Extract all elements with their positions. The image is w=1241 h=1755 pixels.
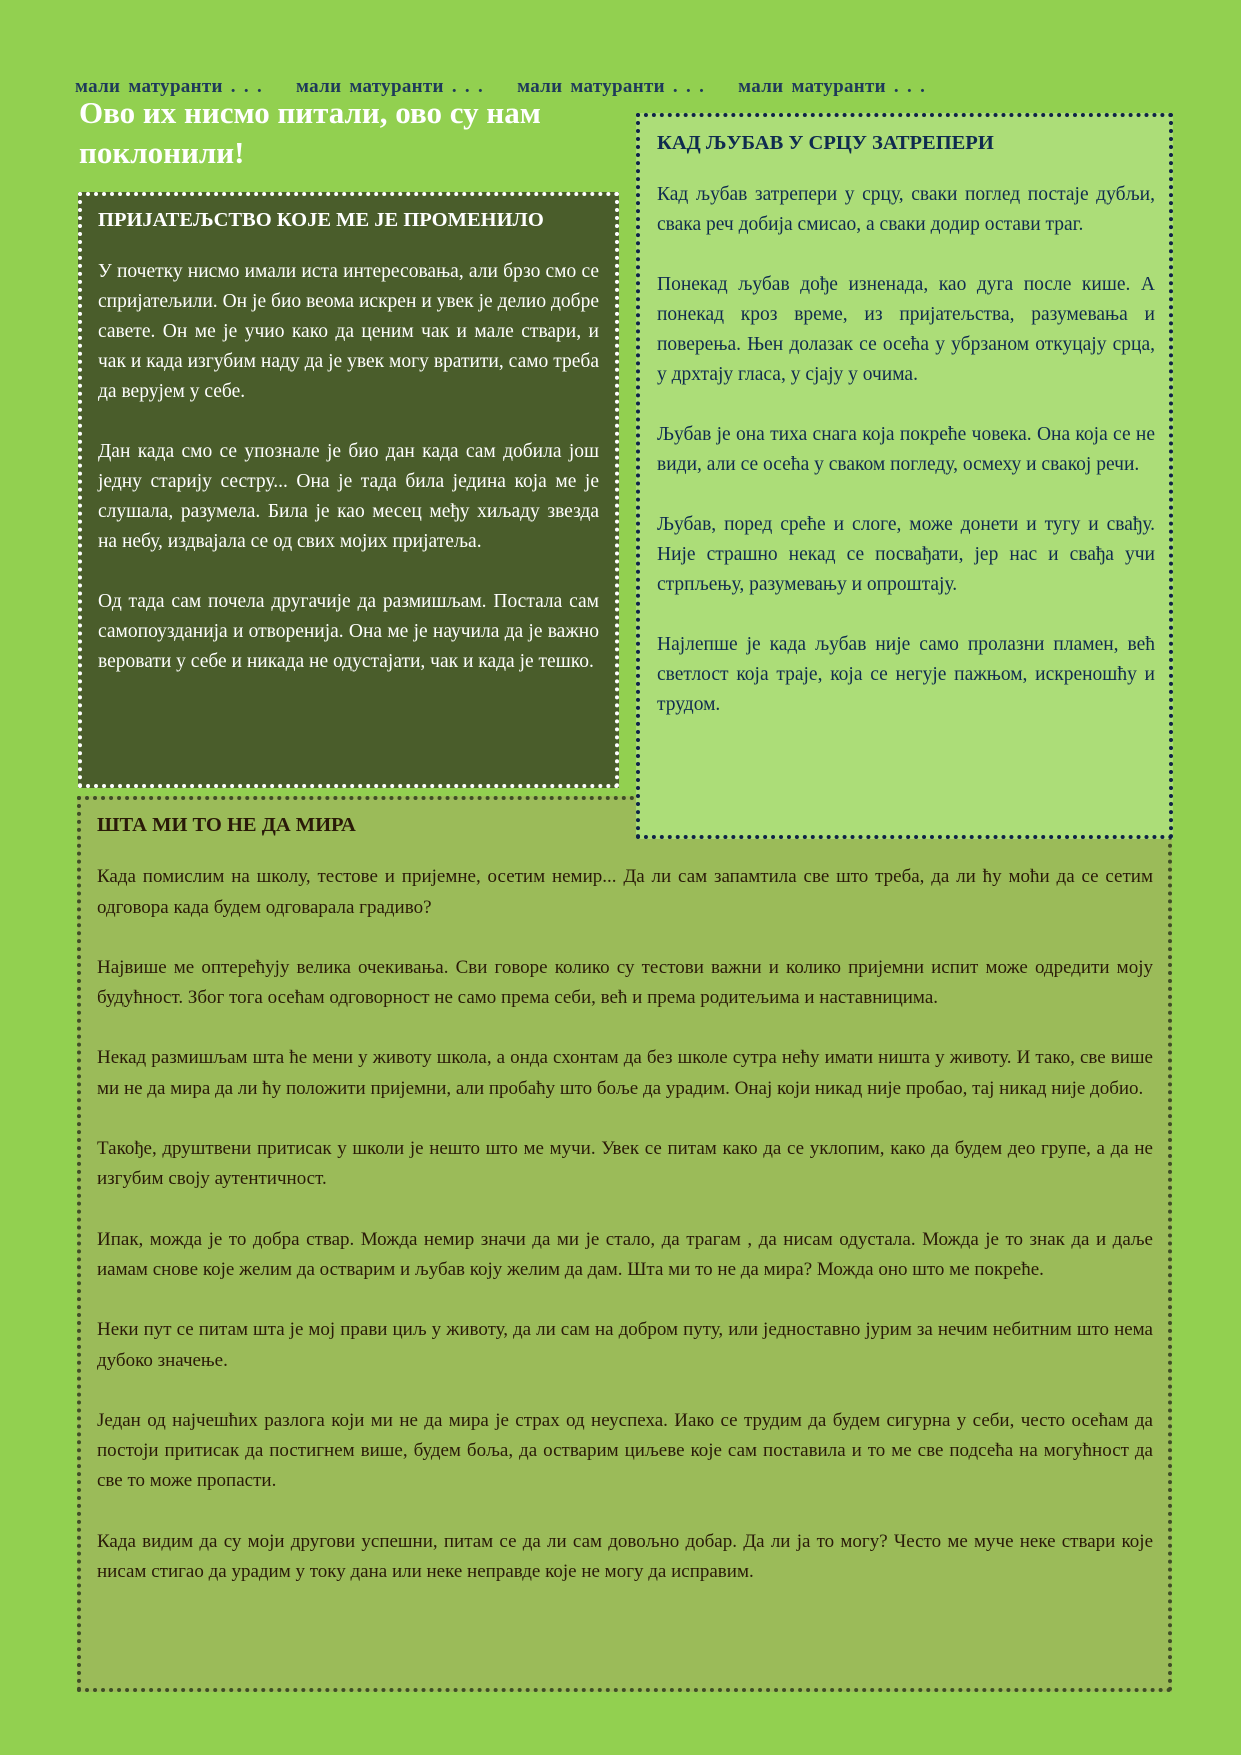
- friendship-paragraph: Дан када смо се упознале је био дан када сам добила још једну старију сестру... Она је тада била једина која ме је слушала, разумела. Била је као месец међу хиљаду звезда на небу, издвајала се од свих мојих пријатеља.: [98, 441, 599, 552]
- peace-title: ШТА МИ ТО НЕ ДА МИРА: [97, 814, 356, 836]
- peace-paragraph: Када помислим на школу, тестове и пријемне, осетим немир... Да ли сам запамтила све што треба, да ли ћу моћи да се сетим одговора када будем одговарала градиво?: [97, 866, 1153, 918]
- love-paragraph: Кад љубав затрепери у срцу, сваки поглед постаје дубљи, свака реч добија смисао, а сваки додир остави траг.: [657, 184, 1155, 235]
- love-article: [636, 113, 1173, 839]
- love-paragraph: Понекад љубав дође изненада, као дуга после кише. А понекад кроз време, из пријатељства, разумевања и поверења. Њен долазак се осећа у убрзаном откуцају срца, у дрхтају гласа, у сјају у очима.: [657, 274, 1155, 385]
- friendship-article: [78, 192, 619, 788]
- peace-paragraph: Ипак, можда је то добра ствар. Можда немир значи да ми је стало, да трагам , да нисам одустала. Можда је то знак да и даље иамам снове које желим да остварим и љубав коју желим да дам. Шта ми то не да мира? Можда оно што ме покреће.: [97, 1228, 1153, 1280]
- friendship-paragraph: Од тада сам почела другачије да размишљам. Постала сам самопоузданија и отворенија. Она ме је научила да је важно веровати у себе и никада не одустајати, чак и када је тешко.: [98, 591, 599, 672]
- peace-paragraph: Такође, друштвени притисак у школи је нешто што ме мучи. Увек се питам како да се уклопим, како да будем део групе, а да не изгубим своју аутентичност.: [97, 1138, 1153, 1190]
- peace-paragraph: Када видим да су моји другови успешни, питам се да ли сам довољно добар. Да ли ја то могу? Често ме муче неке ствари које нисам стигао да урадим у току дана или неке неправде које не могу да исправим.: [97, 1530, 1153, 1583]
- friendship-title: ПРИЈАТЕЉСТВО КОЈЕ МЕ ЈЕ ПРОМЕНИЛО: [98, 209, 544, 231]
- header-strip-item: мали матуранти . . .: [517, 76, 705, 97]
- page-title: Ово их нисмо питали, ово су нам поклонили!: [79, 95, 541, 170]
- peace-paragraph: Неки пут се питам шта је мој прави циљ у животу, да ли сам на добром путу, или једноставно јурим за нечим небитним што нема дубоко значење.: [97, 1319, 1153, 1371]
- peace-paragraph: Највише ме оптерећују велика очекивања. Сви говоре колико су тестови важни и колико пријемни испит може одредити моју будућност. Због тога осећам одговорност не само према себи, већ и према родитељима и наставницима.: [97, 956, 1153, 1009]
- header-strip-item: мали матуранти . . .: [75, 76, 263, 97]
- love-title: КАД ЉУБАВ У СРЦУ ЗАТРЕПЕРИ: [657, 132, 994, 154]
- peace-paragraph: Један од најчешћих разлога који ми не да мира је страх од неуспеха. Иако се трудим да будем сигурна у себи, често осећам да постоји притисак да постигнем више, будем боља, да остварим циљеве које сам поставила и то ме све подсећа на могућност да све то може пропасти.: [97, 1409, 1153, 1492]
- love-paragraph: Љубав је она тиха снага која покреће човека. Она која се не види, али се осећа у сваком погледу, осмеху и свакој речи.: [657, 424, 1155, 475]
- header-strip-item: мали матуранти . . .: [296, 76, 484, 97]
- peace-paragraph: Некад размишљам шта ће мени у животу школа, а онда схонтам да без школе сутра нећу имати ништа у животу. И тако, све више ми не да мира да ли ћу положити пријемни, али пробаћу што боље да урадим. Онај који никад није пробао, тај никад није добио.: [97, 1047, 1153, 1099]
- header-strip-item: мали матуранти . . .: [738, 76, 926, 97]
- love-paragraph: Љубав, поред среће и слоге, може донети и тугу и свађу. Није страшно некад се посвађати, јер нас и свађа учи стрпљењу, разумевању и опроштају.: [657, 514, 1155, 595]
- peace-article: [77, 796, 1172, 1692]
- love-paragraph: Најлепше је када љубав није само пролазни пламен, већ светлост која траје, која се негује пажњом, искреношћу и трудом.: [657, 634, 1155, 715]
- friendship-paragraph: У почетку нисмо имали иста интересовања, али брзо смо се спријатељили. Он је био веома искрен и увек је делио добре савете. Он ме је учио како да ценим чак и мале ствари, и чак и када изгубим наду да је увек могу вратити, само треба да верујем у себе.: [98, 261, 599, 402]
